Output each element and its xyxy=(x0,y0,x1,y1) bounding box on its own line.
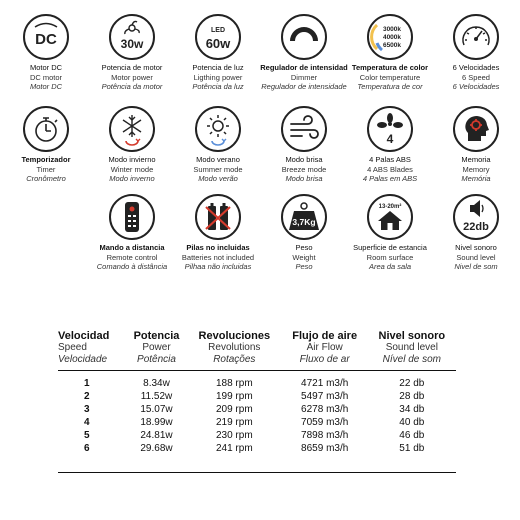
feature-sound-level xyxy=(428,194,520,272)
feature-row-1 xyxy=(0,14,520,104)
label-pt: Pilhaa não incluidas xyxy=(184,262,252,271)
cell-sound: 40 db xyxy=(399,416,425,428)
blades-count: 4 xyxy=(386,132,394,146)
cell-sound: 51 db xyxy=(399,442,425,454)
cell-airflow: 7898 m3/h xyxy=(301,429,349,441)
motor-power-badge: 30w xyxy=(120,37,144,51)
label-en: Summer mode xyxy=(193,164,243,174)
fan-blades-icon xyxy=(367,106,413,152)
header-airflow xyxy=(282,330,368,371)
cell-power: 24.81w xyxy=(140,429,173,441)
wind-icon xyxy=(281,106,327,152)
label-es: Temporizador xyxy=(21,155,71,164)
table-row xyxy=(58,429,456,442)
cell-speed: 1 xyxy=(84,377,90,389)
header-pt: Fluxo de ar xyxy=(299,354,350,365)
feature-dc-motor xyxy=(0,14,94,92)
header-es: Revoluciones xyxy=(198,330,271,342)
label-pt: Modo brisa xyxy=(285,174,323,183)
table-row xyxy=(58,390,456,403)
label-es: 4 Palas ABS xyxy=(369,155,411,164)
header-speed xyxy=(58,330,126,371)
label-en: Ligthing power xyxy=(193,72,243,82)
cell-speed: 6 xyxy=(84,442,90,454)
label-es: Pilas no incluidas xyxy=(186,243,250,252)
feature-summer-mode xyxy=(170,106,266,184)
table-row xyxy=(58,403,456,416)
temp-4000k: 4000k xyxy=(382,34,402,41)
label-en: Motor power xyxy=(111,72,153,82)
label-es: Potencia de motor xyxy=(101,63,163,72)
label-es: Modo invierno xyxy=(108,155,156,164)
header-es: Potencia xyxy=(133,330,180,342)
speaker-icon xyxy=(453,194,499,240)
table-row xyxy=(58,377,456,390)
label-en: Sound level xyxy=(456,252,496,262)
snowflake-icon xyxy=(109,106,155,152)
label-pt: 4 Palas em ABS xyxy=(362,174,418,183)
label-en: Dimmer xyxy=(290,72,318,82)
cell-speed: 4 xyxy=(84,416,90,428)
label-en: 4 ABS Blades xyxy=(367,164,413,174)
header-pt: Potência xyxy=(137,354,176,365)
dc-badge: DC xyxy=(35,31,57,48)
label-es: Modo verano xyxy=(196,155,240,164)
cell-sound: 28 db xyxy=(399,390,425,402)
temp-3000k: 3000k xyxy=(382,26,402,33)
label-pt: Memória xyxy=(461,174,491,183)
label-es: Peso xyxy=(295,243,313,252)
cell-rpm: 188 rpm xyxy=(215,377,253,389)
feature-breeze-mode xyxy=(256,106,352,184)
table-header-row xyxy=(58,330,456,371)
stopwatch-icon xyxy=(23,106,69,152)
header-pt: Velocidade xyxy=(58,354,108,365)
label-en: Winter mode xyxy=(110,164,154,174)
label-pt: Peso xyxy=(295,262,313,271)
cell-speed: 3 xyxy=(84,403,90,415)
speed-specs-table xyxy=(58,330,456,455)
label-es: 6 Velocidades xyxy=(452,63,500,72)
label-en: Batteries not included xyxy=(181,252,255,262)
dimmer-icon xyxy=(281,14,327,60)
cell-speed: 2 xyxy=(84,390,90,402)
cell-power: 18.99w xyxy=(140,416,173,428)
room-house-icon xyxy=(367,194,413,240)
weight-icon xyxy=(281,194,327,240)
label-es: Mando a distancia xyxy=(99,243,165,252)
header-en: Power xyxy=(142,342,171,353)
label-en: Timer xyxy=(36,164,56,174)
label-pt: Nivel de som xyxy=(454,262,498,271)
label-pt: Comando à distância xyxy=(96,262,168,271)
color-temperature-icon xyxy=(367,14,413,60)
table-row xyxy=(58,416,456,429)
label-pt: Modo verão xyxy=(198,174,238,183)
label-en: 6 Speed xyxy=(462,72,490,82)
label-en: Room surface xyxy=(366,252,414,262)
label-en: Color temperature xyxy=(359,72,421,82)
cell-speed: 5 xyxy=(84,429,90,441)
memory-head-icon xyxy=(453,106,499,152)
sun-icon xyxy=(195,106,241,152)
label-pt: Cronômetro xyxy=(26,174,66,183)
header-sound-level xyxy=(368,330,456,371)
cell-rpm: 219 rpm xyxy=(215,416,253,428)
header-en: Speed xyxy=(58,342,87,353)
header-en: Sound level xyxy=(385,342,438,353)
header-pt: Rotações xyxy=(213,354,256,365)
label-es: Motor DC xyxy=(29,63,63,72)
label-en: Remote control xyxy=(106,252,158,262)
label-es: Regulador de intensidad xyxy=(260,63,348,72)
label-pt: Potência da motor xyxy=(101,82,163,91)
label-es: Memoria xyxy=(461,155,491,164)
feature-batteries xyxy=(170,194,266,272)
feature-6-speed xyxy=(428,14,520,92)
header-revolutions xyxy=(187,330,282,371)
led-power-icon xyxy=(195,14,241,60)
cell-airflow: 6278 m3/h xyxy=(301,403,349,415)
cell-rpm: 241 rpm xyxy=(215,442,253,454)
feature-memory xyxy=(428,106,520,184)
label-es: Nivel sonoro xyxy=(455,243,497,252)
cell-sound: 46 db xyxy=(399,429,425,441)
cell-power: 8.34w xyxy=(143,377,170,389)
cell-airflow: 4721 m3/h xyxy=(301,377,349,389)
feature-timer xyxy=(0,106,94,184)
table-bottom-rule xyxy=(58,472,456,473)
feature-remote-control xyxy=(84,194,180,272)
label-pt: Area da sala xyxy=(368,262,412,271)
label-es: Temperatura de color xyxy=(351,63,429,72)
feature-color-temperature xyxy=(342,14,438,92)
label-pt: Modo inverno xyxy=(109,174,155,183)
cell-rpm: 209 rpm xyxy=(215,403,253,415)
batteries-icon xyxy=(195,194,241,240)
speedometer-icon xyxy=(453,14,499,60)
feature-4-blades xyxy=(342,106,438,184)
cell-airflow: 7059 m3/h xyxy=(301,416,349,428)
cell-power: 29.68w xyxy=(140,442,173,454)
led-label: LED xyxy=(211,27,225,34)
label-es: Potencia de luz xyxy=(192,63,244,72)
led-power-badge: 60w xyxy=(205,36,231,51)
remote-control-icon xyxy=(109,194,155,240)
feature-row-2 xyxy=(0,106,520,196)
label-es: Modo brisa xyxy=(285,155,323,164)
table-row xyxy=(58,442,456,455)
label-en: Weight xyxy=(292,252,316,262)
feature-weight xyxy=(256,194,352,272)
header-es: Velocidad xyxy=(58,330,110,342)
cell-rpm: 199 rpm xyxy=(215,390,253,402)
label-en: Memory xyxy=(462,164,490,174)
feature-room-surface xyxy=(342,194,438,272)
feature-winter-mode xyxy=(84,106,180,184)
cell-airflow: 5497 m3/h xyxy=(301,390,349,402)
feature-motor-power xyxy=(84,14,180,92)
label-pt: Temperatura de cor xyxy=(357,82,423,91)
header-en: Air Flow xyxy=(306,342,343,353)
cell-power: 15.07w xyxy=(140,403,173,415)
sound-level-badge: 22db xyxy=(463,221,489,233)
cell-airflow: 8659 m3/h xyxy=(301,442,349,454)
label-en: DC motor xyxy=(29,72,63,82)
header-en: Revolutions xyxy=(208,342,261,353)
cell-sound: 22 db xyxy=(399,377,425,389)
label-pt: Motor DC xyxy=(29,82,63,91)
cell-power: 11.52w xyxy=(140,390,173,402)
header-pt: Nível de som xyxy=(382,354,441,365)
label-pt: 6 Velocidades xyxy=(452,82,500,91)
cell-sound: 34 db xyxy=(399,403,425,415)
label-pt: Regulador de intensidade xyxy=(261,82,347,91)
header-es: Flujo de aire xyxy=(292,330,358,342)
label-en: Breeze mode xyxy=(281,164,327,174)
weight-badge: 3,7Kg xyxy=(292,217,316,227)
header-es: Nivel sonoro xyxy=(378,330,446,342)
dc-motor-icon xyxy=(23,14,69,60)
feature-dimmer xyxy=(256,14,352,92)
room-surface-badge: 13-20m² xyxy=(378,204,402,210)
feature-row-3 xyxy=(0,194,520,284)
feature-led-power xyxy=(170,14,266,92)
label-pt: Potência da luz xyxy=(192,82,244,91)
motor-power-icon xyxy=(109,14,155,60)
header-power xyxy=(126,330,187,371)
label-es: Superficie de estancia xyxy=(353,243,427,252)
cell-rpm: 230 rpm xyxy=(215,429,253,441)
temp-6500k: 6500k xyxy=(382,42,402,49)
